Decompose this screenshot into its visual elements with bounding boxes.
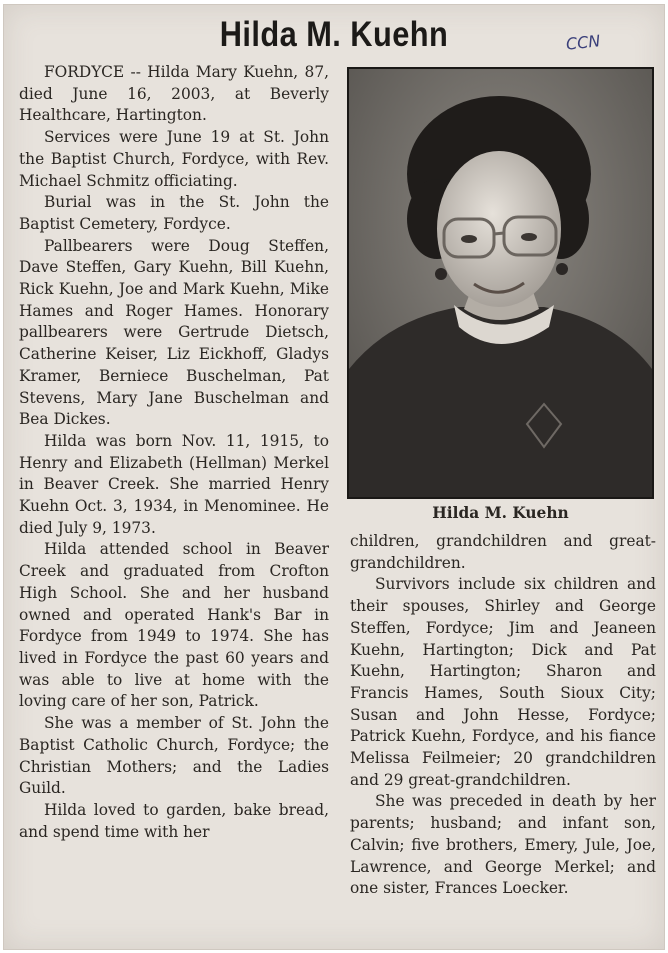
photo-caption: Hilda M. Kuehn	[432, 504, 569, 522]
right-column	[350, 531, 656, 900]
headline: Hilda M. Kuehn	[219, 15, 449, 54]
portrait-illustration	[349, 69, 652, 497]
paragraph-education-career: Hilda attended school in Beaver Creek and graduated from Crofton High School. She and her husband owned and operated Hank's Bar in Fordyce from 1949 to 1974. She has lived in Fordyce the past 60 years and was able to live at home with the loving care of her son, Patrick.	[19, 540, 329, 711]
paragraph-pallbearers: Pallbearers were Doug Steffen, Dave Steffen, Gary Kuehn, Bill Kuehn, Rick Kuehn, Joe and Mark Kuehn, Mike Hames and Roger Hames. Honorary pallbearers were Gertrude Dietsch, Catherine Keiser, Liz Eickhoff, Gladys Kramer, Berniece Buschelman, Pat Stevens, Mary Jane Buschelman and Bea Dickes.	[19, 236, 329, 429]
portrait-photo	[347, 67, 654, 499]
handwritten-annotation: CCN	[565, 31, 602, 54]
paragraph-memberships: She was a member of St. John the Baptist Catholic Church, Fordyce; the Christian Mothers; and the Ladies Guild.	[19, 714, 329, 798]
paragraph-birth-marriage: Hilda was born Nov. 11, 1915, to Henry and Elizabeth (Hellman) Merkel in Beaver Creek. She married Henry Kuehn Oct. 3, 1934, in Menominee. He died July 9, 1973.	[19, 431, 329, 537]
paragraph-continued: children, grandchildren and great-grandchildren.	[350, 532, 656, 572]
left-column	[19, 62, 329, 843]
paragraph-death-notice: FORDYCE -- Hilda Mary Kuehn, 87, died June 16, 2003, at Beverly Healthcare, Hartington.	[19, 63, 329, 125]
paragraph-hobbies: Hilda loved to garden, bake bread, and spend time with her	[19, 800, 329, 841]
paragraph-preceded-in-death: She was preceded in death by her parents; husband; and infant son, Calvin; five brothers, Emery, Jule, Joe, Lawrence, and George Merkel; and one sister, Frances Loecker.	[350, 792, 656, 898]
paragraph-survivors: Survivors include six children and their spouses, Shirley and George Steffen, Fordyce; Jim and Jeaneen Kuehn, Hartington; Dick and Pat Kuehn, Hartington; Sharon and Francis Hames, South Sioux City; Susan and John Hesse, Fordyce; Patrick Kuehn, Fordyce, and his fiance Melissa Feilmeier; 20 grandchildren and 29 great-grandchildren.	[350, 575, 656, 789]
obituary-clipping	[3, 4, 665, 950]
paragraph-services: Services were June 19 at St. John the Baptist Church, Fordyce, with Rev. Michael Schmitz officiating.	[19, 128, 329, 190]
paragraph-burial: Burial was in the St. John the Baptist Cemetery, Fordyce.	[19, 193, 329, 233]
